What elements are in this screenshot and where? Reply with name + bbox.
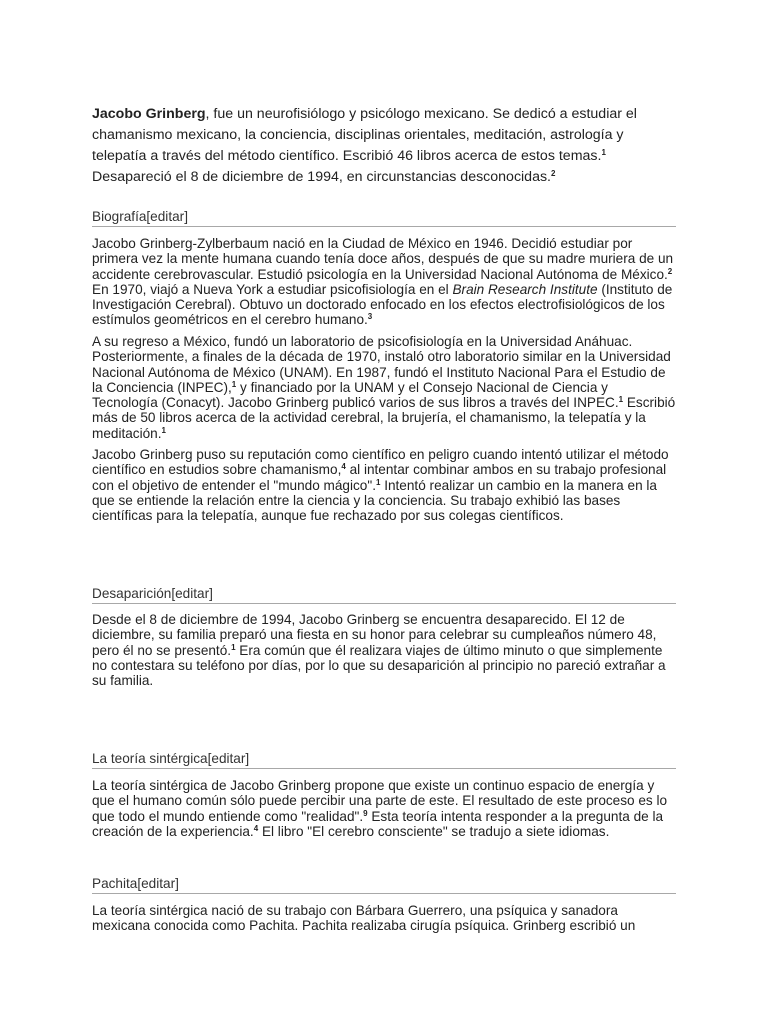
- reference-mark: 1: [231, 379, 237, 389]
- reference-mark: 4: [253, 823, 259, 833]
- institute-name: Brain Research Institute: [452, 281, 598, 297]
- biografia-paragraph-2: A su regreso a México, fundó un laboratorio de psicofisiología en la Universidad Anáhuac. Posteriormente, a finales de la década de 1970, instaló otro laboratorio similar en la Universidad Nacional Autónoma de México (UNAM). En 1987, fundó el Instituto Nacional Para el Estudio de la Conciencia (INPEC),$^1$ y financiado por la UNAM y el Consejo Nacional de Ciencia y Tecnología (Conacyt). Jacobo Grinberg publicó varios de sus libros a través del INPEC.$^1$ Escribió más de 50 libros acerca de la actividad cerebral, la brujería, el chamanismo, la telepatía y la meditación.$^1$: [92, 334, 676, 441]
- section-heading-pachita: Pachita[editar]: [92, 875, 676, 894]
- teoria-paragraph-1: La teoría sintérgica de Jacobo Grinberg propone que existe un continuo espacio de energía y que el humano común sólo puede percibir una parte de este. El resultado de este proceso es lo que todo el mundo entiende como "realidad".$^9$ Esta teoría intenta responder a la pregunta de la creación de la experiencia.$^4$ El libro "El cerebro consciente" se tradujo a siete idiomas.: [92, 778, 668, 839]
- reference-mark: 4: [341, 462, 346, 472]
- pachita-paragraph-1: La teoría sintérgica nació de su trabajo con Bárbara Guerrero, una psíquica y sanadora mexicana conocida como Pachita. Pachita realizaba cirugía psíquica. Grinberg escribió un: [92, 903, 636, 934]
- subject-name: Jacobo Grinberg: [92, 106, 206, 122]
- reference-mark: 1: [375, 477, 381, 487]
- section-heading-desaparicion: Desaparición[editar]: [92, 585, 676, 604]
- section-heading-teoria: La teoría sintérgica[editar]: [92, 750, 676, 769]
- biografia-paragraph-3: Jacobo Grinberg puso su reputación como científico en peligro cuando intentó utilizar el método científico en estudios sobre chamanismo,$^4$ al intentar combinar ambos en su trabajo profesional con el objetivo de entender el "mundo mágico".$^1$ Intentó realizar un cambio en la manera en la que se entiende la relación entre la ciencia y la conciencia. Su trabajo exhibió las bases científicas para la telepatía, aunque fue rechazado por sus colegas científicos.: [92, 447, 669, 524]
- reference-mark: 3: [367, 312, 373, 322]
- reference-mark: 1: [601, 148, 606, 157]
- biografia-paragraph-1: Jacobo Grinberg-Zylberbaum nació en la Ciudad de México en 1946. Decidió estudiar por primera vez la mente humana cuando tenía doce años, después de que su madre muriera de un accidente cerebrovascular. Estudió psicología en la Universidad Nacional Autónoma de México.$^2$ En 1970, viajó a Nueva York a estudiar psicofisiología en el Brain Research Institute (Instituto de Investigación Cerebral). Obtuvo un doctorado enfocado en los efectos electrofisiológicos de los estímulos geométricos en el cerebro humano.$^3$: [92, 236, 674, 328]
- reference-mark: 2: [667, 266, 673, 276]
- desaparicion-paragraph-1: Desde el 8 de diciembre de 1994, Jacobo Grinberg se encuentra desaparecido. El 12 de diciembre, su familia preparó una fiesta en su honor para celebrar su cumpleaños número 48, pero él no se presentó.$^1$ Era común que él realizara viajes de último minuto o que simplemente no contestara su teléfono por días, por lo que su desaparición al principio no pareció extrañar a su familia.: [92, 612, 666, 689]
- reference-mark: 1: [161, 425, 166, 435]
- reference-mark: 1: [618, 395, 624, 405]
- reference-mark: 2: [551, 169, 556, 178]
- reference-mark: 9: [363, 808, 368, 818]
- reference-mark: 1: [231, 642, 236, 652]
- intro-paragraph: Jacobo Grinberg, fue un neurofisiólogo y psicólogo mexicano. Se dedicó a estudiar el chamanismo mexicano, la conciencia, disciplinas orientales, meditación, astrología y telepatía a través del método científico. Escribió 46 libros acerca de estos temas.$^1$ Desapareció el 8 de diciembre de 1994, en circunstancias desconocidas.$^2$: [92, 106, 637, 185]
- section-heading-biografia: Biografía[editar]: [92, 208, 676, 227]
